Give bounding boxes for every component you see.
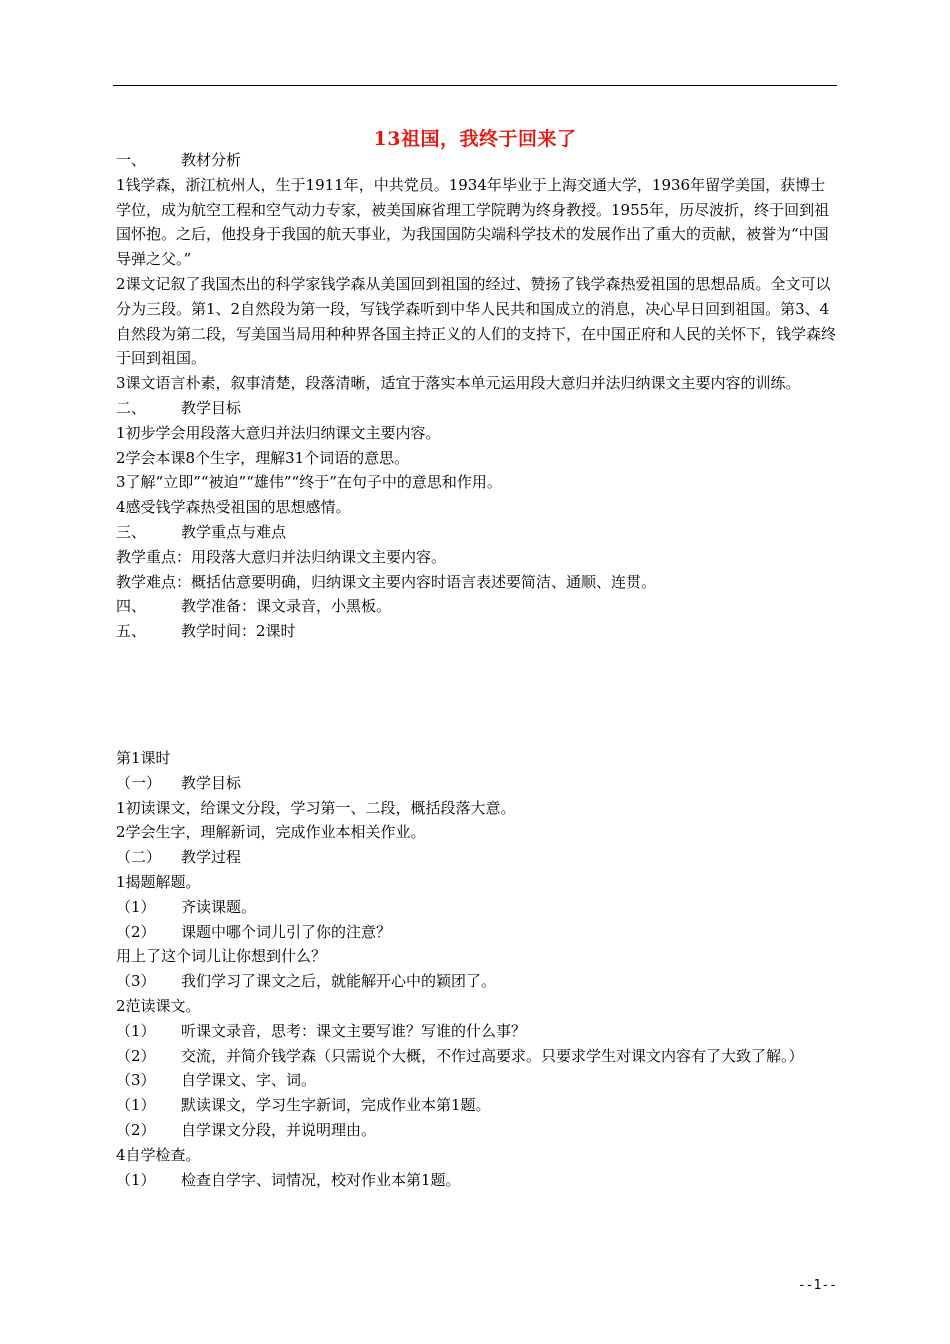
- section-lesson-1: [116, 746, 840, 1192]
- header-rule: [113, 85, 837, 86]
- section-heading: 教材分析: [181, 151, 242, 169]
- item-number: （2）: [116, 1120, 156, 1139]
- paragraph: 2课文记叙了我国杰出的科学家钱学森从美国回到祖国的经过、赞扬了钱学森热爱祖国的思想品质。全文可以分为三段。第1、2自然段为第一段，写钱学森听到中华人民共和国成立的消息，决心早日回到祖国。第3、4自然段为第二段，写美国当局用种种界各国主持正义的人们的支持下，在中国正府和人民的关怀下，钱学森终于回到祖国。: [116, 274, 837, 368]
- item-number: （2）: [116, 1046, 156, 1065]
- item-number: （1）: [116, 1170, 156, 1189]
- item-number: （1）: [116, 1021, 156, 1040]
- item-text: 自学课文、字、词。: [181, 1071, 317, 1090]
- item-number: （1）: [116, 1096, 156, 1115]
- item-number: （1）: [116, 897, 156, 916]
- step: 2范读课文。: [116, 996, 201, 1015]
- item-number: （2）: [116, 922, 156, 941]
- section-heading: 教学准备：课文录音，小黑板。: [181, 597, 392, 616]
- item-text: 交流，并简介钱学森（只需说个大概，不作过高要求。只要求学生对课文内容有了大致了解。）: [181, 1046, 804, 1065]
- item-text: 齐读课题。: [181, 897, 257, 916]
- paragraph: 1钱学森，浙江杭州人，生于1911年，中共党员。1934年毕业于上海交通大学，1936年留学美国，获博士学位，成为航空工程和空气动力专家，被美国麻省理工学院聘为终身教授。1955年，历尽波折，终于回到祖国怀抱。之后，他投身于我国的航天事业，为我国国防尖端科学技术的发展作出了重大的贡献，被誉为“中国导弹之父。”: [116, 175, 830, 269]
- sub-heading: 教学过程: [181, 848, 242, 867]
- sub-number: （二）: [116, 848, 162, 867]
- step: 1揭题解题。: [116, 872, 201, 891]
- page-number: --1--: [797, 1278, 837, 1293]
- section-heading: 教学目标: [181, 398, 242, 417]
- item-number: （3）: [116, 972, 156, 991]
- section-heading: 教学重点与难点: [181, 522, 287, 541]
- list-item: 2学会生字，理解新词，完成作业本相关作业。: [116, 823, 426, 842]
- list-item: 4感受钱学森热受祖国的思想感情。: [116, 498, 351, 517]
- page-title: 13祖国，我终于回来了: [373, 128, 577, 150]
- section-number: 三、: [116, 522, 147, 541]
- item-text: 课题中哪个词儿引了你的注意？: [181, 922, 392, 941]
- item-text: 我们学习了课文之后，就能解开心中的颖团了。: [181, 972, 497, 991]
- item-text: 检查自学字、词情况，校对作业本第1题。: [181, 1170, 461, 1189]
- list-item: 1初步学会用段落大意归并法归纳课文主要内容。: [116, 423, 441, 442]
- section-number: 二、: [116, 398, 147, 417]
- item-text: 自学课文分段，并说明理由。: [181, 1120, 377, 1139]
- paragraph: 3课文语言朴素，叙事清楚，段落清晰，适宜于落实本单元运用段大意归并法归纳课文主要内容的训练。: [116, 374, 801, 393]
- list-item: 1初读课文，给课文分段，学习第一、二段，概括段落大意。: [116, 798, 516, 817]
- sub-heading: 教学目标: [181, 773, 242, 792]
- difficult-point: 教学难点：概括估意要明确，归纳课文主要内容时语言表述要简洁、通顺、连贯。: [116, 572, 657, 591]
- item-text: 听课文录音，思考：课文主要写谁？写谁的什么事？: [181, 1021, 527, 1040]
- list-item: 2学会本课8个生字，理解31个词语的意思。: [116, 448, 410, 467]
- lesson-heading: 第1课时: [116, 749, 171, 767]
- section-number: 一、: [116, 151, 147, 169]
- step: 4自学检查。: [116, 1145, 201, 1164]
- item-text: 默读课文，学习生字新词，完成作业本第1题。: [181, 1096, 491, 1115]
- sub-number: （一）: [116, 773, 162, 792]
- list-item: 3了解“立即”“被迫”“雄伟”“终于”在句子中的意思和作用。: [116, 473, 502, 492]
- item-number: （3）: [116, 1071, 156, 1090]
- section-heading: 教学时间：2课时: [181, 622, 296, 641]
- section-number: 五、: [116, 622, 147, 641]
- section-number: 四、: [116, 597, 147, 616]
- section-analysis: [116, 148, 840, 644]
- key-point: 教学重点：用段落大意归并法归纳课文主要内容。: [116, 547, 447, 566]
- item-continuation: 用上了这个词儿让你想到什么？: [116, 947, 327, 966]
